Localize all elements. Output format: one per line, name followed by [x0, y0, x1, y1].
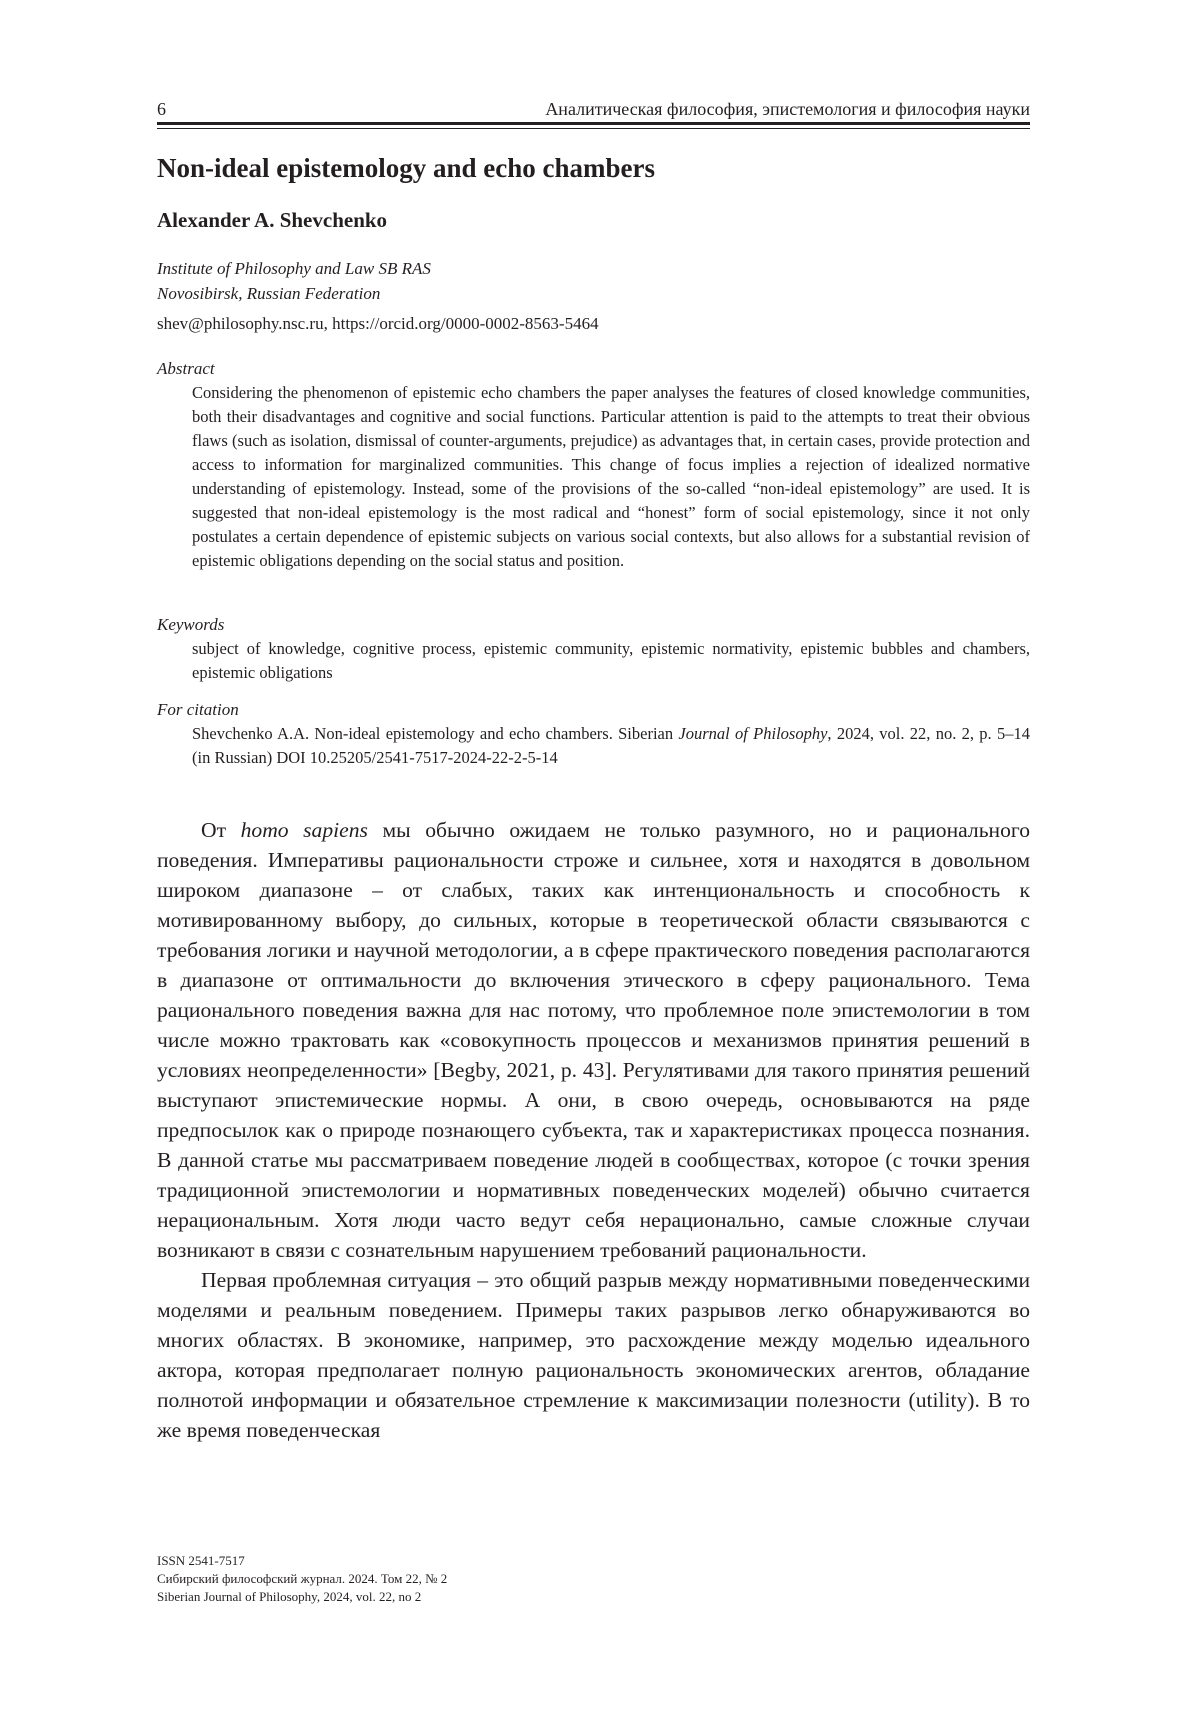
footer-journal-en: Siberian Journal of Philosophy, 2024, vol. 22, no 2: [157, 1588, 447, 1606]
running-head: [157, 96, 1030, 122]
abstract-paragraph: Considering the phenomenon of epistemic echo chambers the paper analyses the features of closed knowl­edge communities, both their disadvantages and cognitive and social functions. Particular attention is paid to the attempts to treat their obvious flaws (such as isolation, dismissal of counter-arguments, prej­udice) as advantages that, in certain cases, provide protection and access to information for marginalized communities. This change of focus implies a rejection of idealized normative understanding of epistemol­ogy. Instead, some of the provisions of the so-called “non-ideal epistemology” are used. It is suggested that non-ideal epistemology is the most radical and “honest” form of social epistemology, since it not only postulates a certain dependence of epistemic subjects on various social contexts, but also allows for a substantial revision of epistemic obligations depending on the social status and position.: [192, 381, 1030, 573]
body-text: [157, 815, 1030, 1445]
header-rule-thin: [157, 128, 1030, 129]
footer-journal-ru: Сибирский философский журнал. 2024. Том 22, № 2: [157, 1570, 447, 1588]
journal-page: [0, 0, 1200, 1729]
citation-label: For citation: [157, 698, 239, 722]
affiliation: [157, 256, 431, 306]
citation-journal: Journal of Philosophy: [678, 724, 827, 743]
abstract-label: Abstract: [157, 357, 215, 381]
body-p1-start: От: [201, 818, 241, 842]
body-p1-rest: мы обычно ожидаем не только разумного, но и рациональ­ного поведения. Императивы рациональности строже и сильнее, хотя и находят­ся в довольном широком диапазоне – от слабых, таких как интенциональность и способность к мотивированному выбору, до сильных, которые в теоретической области связываются с требования логики и научной методологии, а в сфере практического поведения располагаются в диапазоне от оптимальности до вклю­чения этического в сферу рационального. Тема рационального поведения важна для нас потому, что проблемное поле эпистемологии в том числе можно тракто­вать как «совокупность процессов и механизмов принятия решений в условиях неопределенности» [Begby, 2021, p. 43]. Регулятивами для такого принятия ре­шений выступают эпистемические нормы. А они, в свою очередь, основываются на ряде предпосылок как о природе познающего субъекта, так и характеристиках процесса познания. В данной статье мы рассматриваем поведение людей в сооб­ществах, которое (с точки зрения традиционной эпистемологии и нормативных поведенческих моделей) обычно считается нерациональным. Хотя люди часто ведут себя нерационально, самые сложные случаи возникают в связи с сознатель­ным нарушением требований рациональности.: [157, 818, 1030, 1262]
abstract-text: [192, 381, 1030, 573]
author-contact: shev@philosophy.nsc.ru, https://orcid.org/0000-0002-8563-5464: [157, 311, 599, 336]
header-rule-thick: [157, 122, 1030, 125]
page-footer: [157, 1552, 447, 1606]
running-section-title: Аналитическая философия, эпистемология и философия науки: [545, 96, 1030, 122]
affiliation-location: Novosibirsk, Russian Federation: [157, 281, 431, 306]
body-paragraph-1: [157, 815, 1030, 1265]
citation-paragraph: [192, 722, 1030, 770]
body-p1-italic: homo sapiens: [241, 818, 368, 842]
page-number: 6: [157, 96, 166, 122]
footer-issn: ISSN 2541-7517: [157, 1552, 447, 1570]
article-title: Non-ideal epistemology and echo chambers: [157, 150, 1030, 186]
body-paragraph-2: Первая проблемная ситуация – это общий разрыв между нормативными по­веденческими моделями и реальным поведением. Примеры таких разрывов легко обнаруживаются во многих областях. В экономике, например, это расхождение между моделью идеального актора, которая предполагает полную рациональ­ность экономических агентов, обладание полнотой информации и обязательное стремление к максимизации полезности (utility). В то же время поведенческая: [157, 1265, 1030, 1445]
citation-part2: , 2024, vol. 22, no. 2, p. 5–14 (in Russian) DOI 10.25205/2541-7517-2024-22-2-5-14: [192, 724, 1030, 767]
citation-part1: Shevchenko A.A. Non-ideal epistemology and echo chambers. Siberian: [192, 724, 678, 743]
affiliation-institute: Institute of Philosophy and Law SB RAS: [157, 256, 431, 281]
keywords-paragraph: subject of knowledge, cognitive process, epistemic community, epistemic normativity, epistemic bubbles and chambers, epistemic obligations: [192, 637, 1030, 685]
citation-text: [192, 722, 1030, 770]
author-name: Alexander A. Shevchenko: [157, 205, 387, 235]
keywords-label: Keywords: [157, 613, 224, 637]
keywords-text: [192, 637, 1030, 685]
